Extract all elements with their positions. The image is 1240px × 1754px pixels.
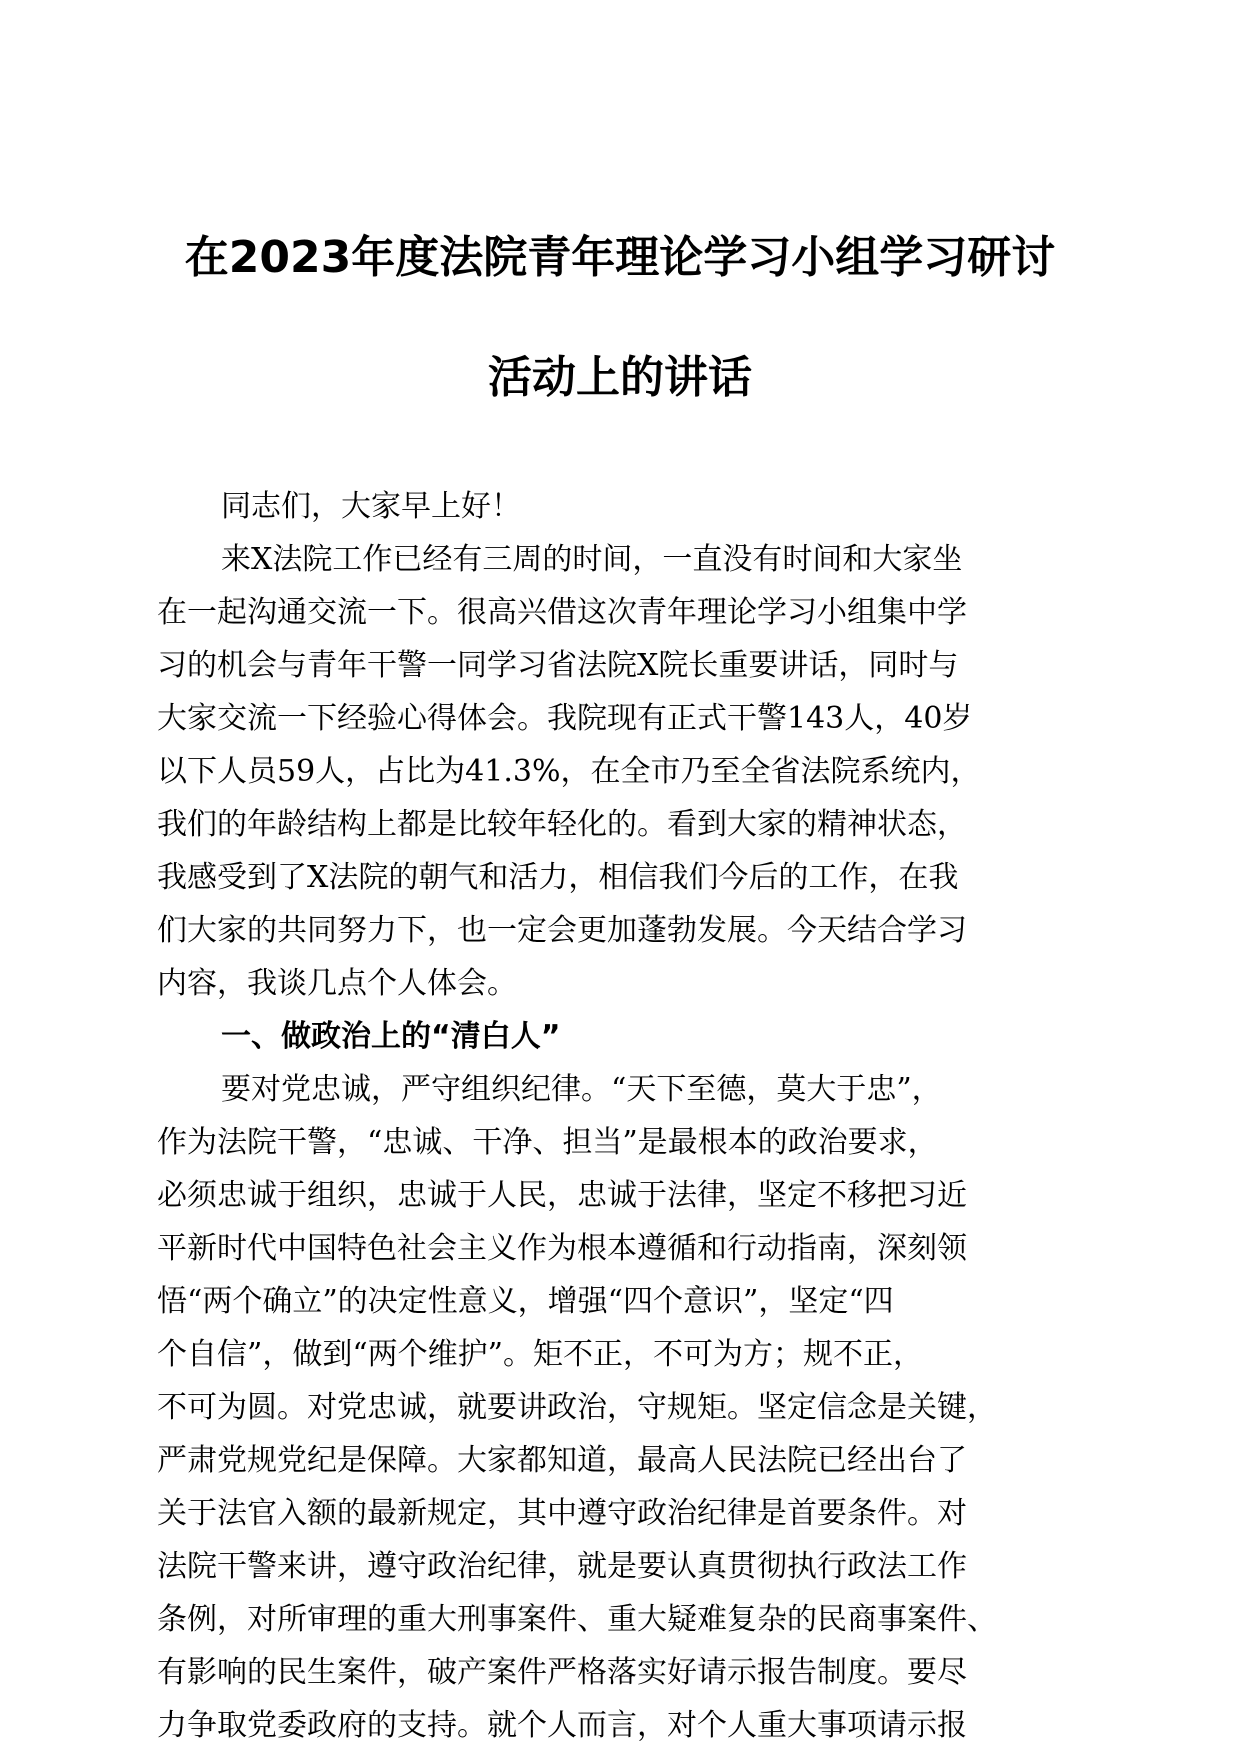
- paragraph-line: 我们的年龄结构上都是比较年轻化的。看到大家的精神状态，: [157, 807, 967, 842]
- document-body: [157, 480, 1097, 1752]
- paragraph-line: 个自信”，做到“两个维护”。矩不正，不可为方；规不正，: [157, 1337, 924, 1372]
- document-title-line-1: 在2023年度法院青年理论学习小组学习研讨: [184, 232, 1056, 283]
- greeting-line: 同志们，大家早上好！: [221, 489, 521, 524]
- paragraph-line: 作为法院干警，“忠诚、干净、担当”是最根本的政治要求，: [157, 1125, 938, 1160]
- paragraph-line: 我感受到了X法院的朝气和活力，相信我们今后的工作，在我: [157, 860, 959, 895]
- paragraph-line: 大家交流一下经验心得体会。我院现有正式干警143人，40岁: [157, 701, 973, 736]
- section-heading: 一、做政治上的“清白人”: [221, 1019, 561, 1054]
- paragraph-line: 关于法官入额的最新规定，其中遵守政治纪律是首要条件。对: [157, 1496, 967, 1531]
- paragraph-line: 悟“两个确立”的决定性意义，增强“四个意识”，坚定“四: [157, 1284, 894, 1319]
- paragraph-line: 来X法院工作已经有三周的时间，一直没有时间和大家坐: [221, 542, 963, 577]
- paragraph-line: 以下人员59人，占比为41.3%，在全市乃至全省法院系统内，: [157, 754, 981, 789]
- paragraph-line: 不可为圆。对党忠诚，就要讲政治，守规矩。坚定信念是关键，: [157, 1390, 997, 1425]
- paragraph-line: 习的机会与青年干警一同学习省法院X院长重要讲话，同时与: [157, 648, 959, 683]
- document-title-line-2: 活动上的讲话: [488, 352, 752, 403]
- paragraph-line: 严肃党规党纪是保障。大家都知道，最高人民法院已经出台了: [157, 1443, 967, 1478]
- paragraph-line: 有影响的民生案件，破产案件严格落实好请示报告制度。要尽: [157, 1655, 967, 1690]
- paragraph-line: 在一起沟通交流一下。很高兴借这次青年理论学习小组集中学: [157, 595, 967, 630]
- paragraph-line: 要对党忠诚，严守组织纪律。“天下至德，莫大于忠”，: [221, 1072, 942, 1107]
- paragraph-line: 必须忠诚于组织，忠诚于人民，忠诚于法律，坚定不移把习近: [157, 1178, 967, 1213]
- paragraph-line: 法院干警来讲，遵守政治纪律，就是要认真贯彻执行政法工作: [157, 1549, 967, 1584]
- paragraph-line: 条例，对所审理的重大刑事案件、重大疑难复杂的民商事案件、: [157, 1602, 997, 1637]
- paragraph-line: 内容，我谈几点个人体会。: [157, 966, 517, 1001]
- paragraph-line: 力争取党委政府的支持。就个人而言，对个人重大事项请示报: [157, 1708, 967, 1743]
- paragraph-line: 们大家的共同努力下，也一定会更加蓬勃发展。今天结合学习: [157, 913, 967, 948]
- paragraph-line: 平新时代中国特色社会主义作为根本遵循和行动指南，深刻领: [157, 1231, 967, 1266]
